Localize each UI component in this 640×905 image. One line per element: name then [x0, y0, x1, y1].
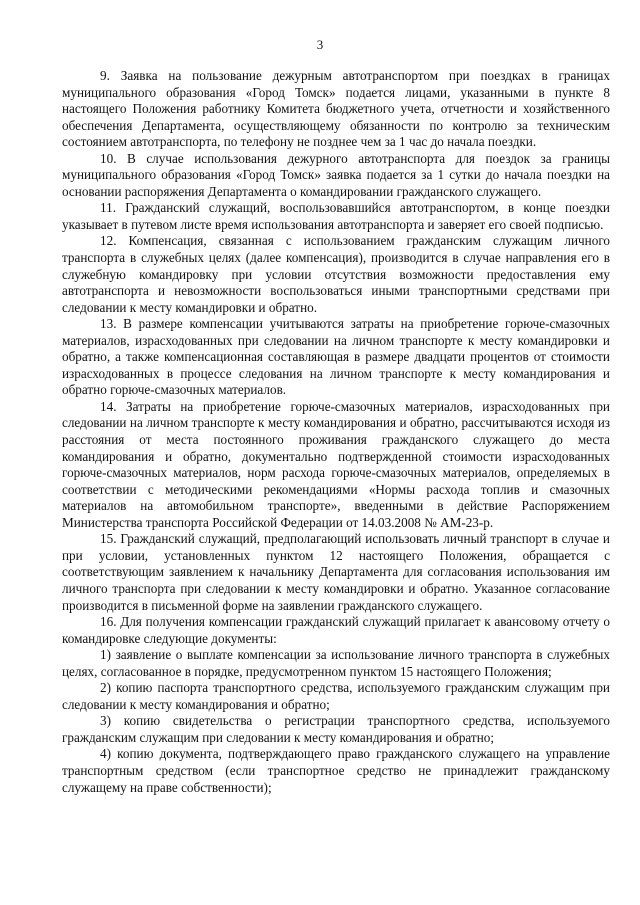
list-item-1: 1) заявление о выплате компенсации за использование личного транспорта в служебных целях, согласованное в порядке, предусмотренном пунктом 15 настоящего Положения; — [62, 647, 610, 679]
page-number: 3 — [316, 37, 324, 52]
paragraph-13: 13. В размере компенсации учитываются затраты на приобретение горюче-смазочных материалов, израсходованных при следовании на личном транспорте к месту командировки и обратно, а также компенсационная составляющая в размере двадцати процентов от стоимости израсходованных в процессе следования на личном транспорте к месту командирования и обратно горюче-смазочных материалов. — [62, 316, 610, 398]
paragraph-11: 11. Гражданский служащий, воспользовавшийся автотранспортом, в конце поездки указывает в путевом листе время использования автотранспорта и заверяет его своей подписью. — [62, 200, 610, 232]
document-body — [62, 68, 610, 796]
paragraph-10: 10. В случае использования дежурного автотранспорта для поездок за границы муниципального образования «Город Томск» заявка подается за 1 сутки до начала поездки на основании распоряжения Департамента о командировании гражданского служащего. — [62, 150, 610, 199]
list-item-3: 3) копию свидетельства о регистрации транспортного средства, используемого гражданским служащим при следовании к месту командирования и обратно; — [62, 713, 610, 745]
paragraph-15: 15. Гражданский служащий, предполагающий использовать личный транспорт в случае и при условии, установленных пунктом 12 настоящего Положения, обращается с соответствующим заявлением к начальнику Департамента для согласования использования им личного транспорта при следовании к месту командировки и обратно. Указанное согласование производится в письменной форме на заявлении гражданского служащего. — [62, 531, 610, 613]
paragraph-14: 14. Затраты на приобретение горюче-смазочных материалов, израсходованных при следовании на личном транспорте к месту командирования и обратно, рассчитываются исходя из расстояния от места постоянного проживания гражданского служащего до места командирования и обратно, документально подтвержденной стоимости израсходованных горюче-смазочных материалов, норм расхода горюче-смазочных материалов, определяемых в соответствии с методическими рекомендациями «Нормы расхода топлив и смазочных материалов на автомобильном транспорте», введенными в действие Распоряжением Министерства транспорта Российской Федерации от 14.03.2008 № АМ-23-р. — [62, 398, 610, 530]
paragraph-16: 16. Для получения компенсации гражданский служащий прилагает к авансовому отчету о командировке следующие документы: — [62, 614, 610, 646]
paragraph-12: 12. Компенсация, связанная с использованием гражданским служащим личного транспорта в служебных целях (далее компенсация), производится в случае направления его в служебную командировку при условии отсутствия возможности предоставления ему автотранспорта и невозможности воспользоваться иными транспортными средствами при следовании к месту командировки и обратно. — [62, 233, 610, 315]
list-item-4: 4) копию документа, подтверждающего право гражданского служащего на управление транспортным средством (если транспортное средство не принадлежит гражданскому служащему на праве собственности); — [62, 746, 610, 795]
paragraph-9: 9. Заявка на пользование дежурным автотранспортом при поездках в границах муниципального образования «Город Томск» подается лицами, указанными в пункте 8 настоящего Положения работнику Комитета бюджетного учета, отчетности и хозяйственного обеспечения Департамента, осуществляющему обязанности по контролю за техническим состоянием автотранспорта, по телефону не позднее чем за 1 час до начала поездки. — [62, 68, 610, 150]
list-item-2: 2) копию паспорта транспортного средства, используемого гражданским служащим при следовании к месту командирования и обратно; — [62, 680, 610, 712]
